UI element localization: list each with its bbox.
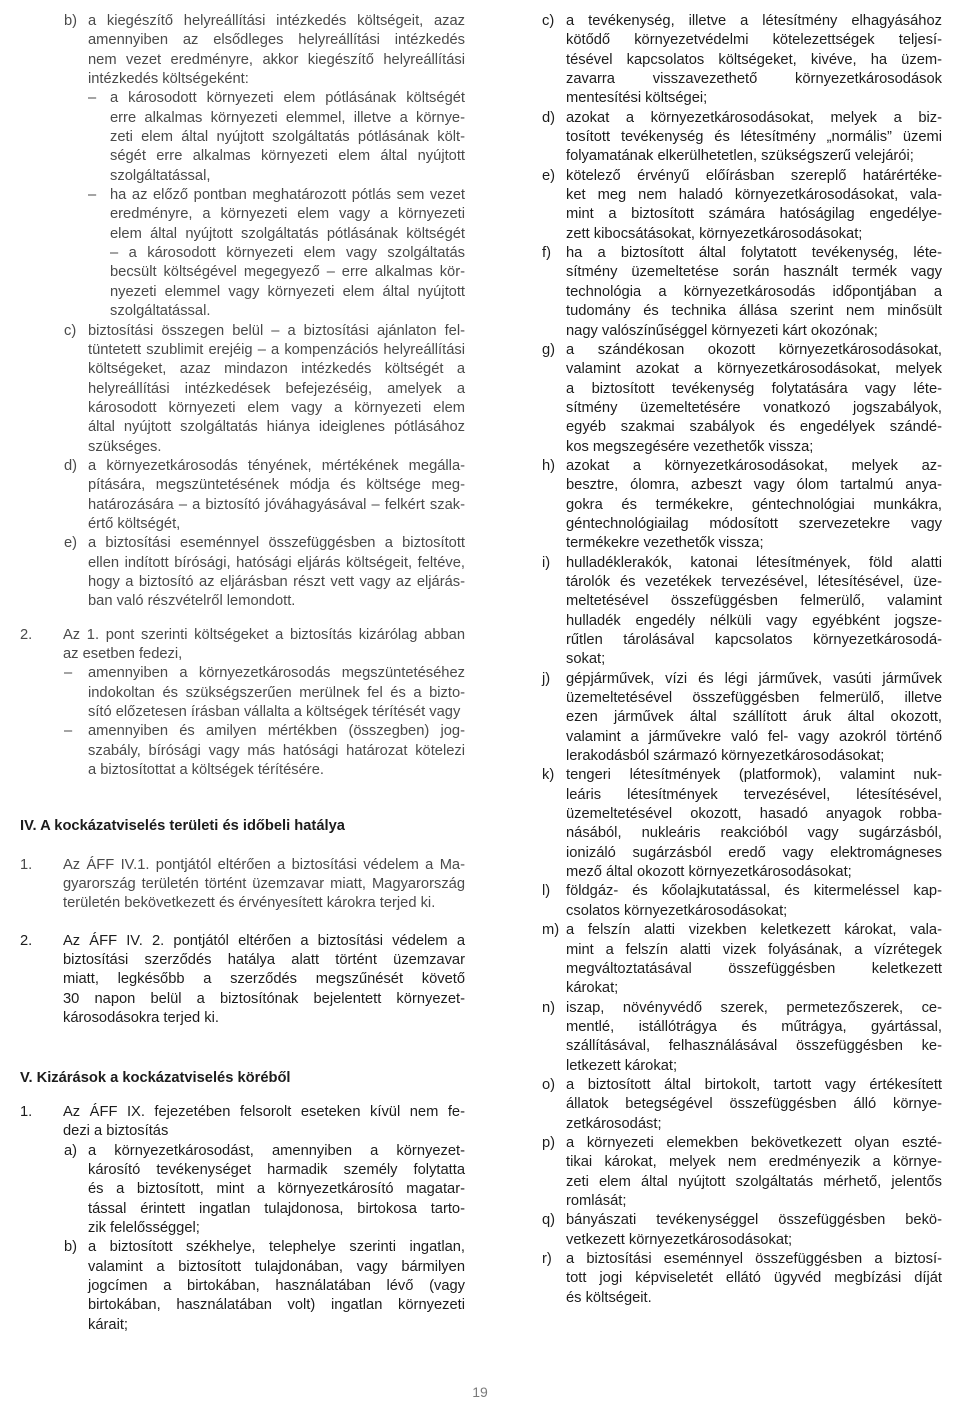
text-line: hulladék engedély nélküli vagy egyébként jogsze-	[566, 612, 942, 629]
text-line: gokra és termékekre, géntechnológiai munkákra,	[566, 496, 942, 513]
text-line: üzemeltetésével összefüggésben felmerülő, illetve	[566, 690, 942, 707]
right-column	[498, 12, 942, 1308]
list-item	[541, 882, 942, 921]
text-line: károkat;	[566, 980, 619, 997]
item-label: p)	[542, 1134, 556, 1151]
text-line: egyéb szakmai szabályok és engedélyek szándé-	[566, 419, 942, 436]
text-line: ionizáló sugárzásból eredő vagy elektromágneses	[566, 844, 942, 861]
text-line: leáris létesítmények tervezésével, létesítésével,	[566, 786, 942, 803]
item-label: m)	[542, 922, 560, 939]
text-line: nyezeti elemmel vagy környezeti elem által nyújtott	[110, 283, 465, 300]
item-label: –	[88, 90, 97, 107]
text-line: biztosítási összegen belül – a biztosítási ajánlaton fel-	[88, 322, 465, 339]
text-line: amennyiben az elsődleges helyreállítási intézkedés	[88, 32, 465, 49]
item-label: a)	[64, 1142, 78, 1159]
list-item	[541, 341, 942, 457]
list-item	[20, 1103, 465, 1335]
text-line: tikai károkat, melyek nem eredményezik a környe-	[566, 1154, 942, 1171]
item-label: 2.	[20, 932, 33, 949]
item-label: 2.	[20, 626, 33, 643]
text-line: mentesítési költségei;	[566, 90, 708, 107]
text-line: ket meg nem haladó környezetkárosodásokat, vala-	[566, 187, 942, 204]
item-label: i)	[542, 554, 551, 571]
item-label: g)	[542, 341, 556, 358]
text-line: romlását;	[566, 1192, 627, 1209]
text-line: ségét erre alkalmas környezeti elem által nyújtott	[110, 148, 465, 165]
list-item	[541, 999, 942, 1076]
section-heading: V. Kizárások a kockázatviselés köréből	[20, 1069, 291, 1086]
text-line: zik felelősséggel;	[88, 1219, 200, 1236]
list-item	[541, 167, 942, 244]
text-line: kötelező érvényű előírásban szereplő határértéke-	[566, 167, 942, 184]
text-line: besztre, ólomra, azbeszt vagy ólom tartalmú anya-	[566, 477, 942, 494]
text-line: sító előzetesen írásban vállalta a költségek térítését vagy	[88, 704, 461, 721]
text-line: a tevékenység, illetve a létesítmény elhagyásához	[566, 13, 942, 29]
list-item	[541, 244, 942, 341]
text-line: a biztosított székhelye, telephelye szerinti ingatlan,	[88, 1239, 465, 1256]
text-line: gépjárművek, vízi és légi járművek, vasúti járművek	[566, 670, 942, 687]
text-line: géntechnológiailag módosított szervezetekre vagy	[566, 515, 942, 532]
item-label: –	[64, 723, 73, 740]
text-line: bányászati tevékenységgel összefüggésben bekö-	[566, 1212, 942, 1229]
list-item	[88, 89, 465, 186]
text-line: szabály, bírósági vagy más hatósági határozat kötelezi	[88, 742, 465, 759]
item-label: c)	[64, 322, 77, 339]
text-line: a biztosítási eseménnyel összefüggésben a biztosított	[88, 535, 465, 552]
text-line: jogcímen a birtokában, használatában lévő (vagy	[88, 1277, 465, 1294]
text-line: károsító tevékenységet harmadik személy folytatta	[88, 1161, 465, 1178]
item-label: b)	[64, 13, 78, 29]
left-column	[20, 12, 465, 1335]
text-line: – a károsodott környezeti elem vagy szolgáltatás	[110, 245, 465, 262]
text-line: amennyiben és amilyen mértékben (összegben) jog-	[88, 723, 465, 740]
text-line: nagy valószínűséggel környezeti kárt okozónak;	[566, 322, 878, 339]
text-line: a kiegészítő helyreállítási intézkedés költségeit, azaz	[88, 13, 465, 29]
item-label: j)	[542, 670, 551, 687]
text-line: szolgáltatással,	[110, 167, 211, 184]
list-item	[63, 722, 465, 780]
item-label: e)	[542, 167, 556, 184]
list-item	[63, 12, 465, 322]
text-line: a felszín alatti vizekben keletkezett károkat, vala-	[566, 922, 942, 939]
text-line: indokoltan és szükségszerűen merülnek fel és a bizto-	[88, 684, 465, 701]
text-line: csolatos környezetkárosodásokat;	[566, 902, 788, 919]
text-line: a biztosított tevékenység folytatására vagy léte-	[566, 380, 942, 397]
text-line: és költségeit.	[566, 1289, 652, 1306]
list-item	[541, 12, 942, 109]
text-line: azokat a környezetkárosodásokat, melyek a biz-	[566, 109, 942, 126]
item-label: d)	[64, 457, 78, 474]
text-line: mező által okozott környezetkárosodásokat;	[566, 864, 852, 881]
list-item	[88, 186, 465, 321]
text-line: hulladéklerakók, katonai létesítmények, föld alatti	[566, 554, 942, 571]
text-line: meltetésével összefüggésben felmerülő, valamint	[566, 593, 942, 610]
text-line: becsült költségével megegyező – erre alkalmas kör-	[110, 264, 465, 281]
item-label: f)	[542, 245, 551, 262]
section-heading: IV. A kockázatviselés területi és időbeli hatálya	[20, 818, 345, 835]
list-item	[541, 554, 942, 670]
item-label: 1.	[20, 1103, 33, 1120]
item-label: 1.	[20, 856, 33, 873]
list-item	[20, 626, 465, 781]
text-line: ha a biztosított által folytatott tevékenység, léte-	[566, 245, 942, 262]
item-label: c)	[542, 13, 555, 29]
text-line: tárolók és vezetékek tervezésével, létesítésével, üze-	[566, 573, 942, 590]
text-line: és a biztosított, mint a környezetkárosító magatar-	[88, 1181, 465, 1198]
text-line: mint a biztosított számára hatóságilag engedélye-	[566, 206, 942, 223]
text-line: sítmény üzemeltetése során használt termék vagy	[566, 264, 942, 281]
text-line: ha az előző pontban meghatározott pótlás sem vezet	[110, 187, 465, 204]
text-line: amennyiben a környezetkárosodás megszüntetéséhez	[88, 665, 465, 682]
item-label: n)	[542, 999, 556, 1016]
text-line: ban való részvételről lemondott.	[88, 593, 296, 610]
list-item	[63, 457, 465, 534]
text-line: károsodásokra terjed ki.	[63, 1010, 219, 1027]
text-line: kárait;	[88, 1316, 128, 1333]
text-line: kötődő környezetvédelmi kötelezettségek teljesí-	[566, 32, 942, 49]
item-label: b)	[64, 1239, 78, 1256]
item-label: k)	[542, 767, 555, 784]
item-label: –	[64, 665, 73, 682]
list-item	[63, 1142, 465, 1239]
text-line: mentlé, istállótrágya és műtrágya, gyártással,	[566, 1018, 942, 1035]
text-line: értő költségét,	[88, 515, 181, 532]
list-item	[541, 1134, 942, 1211]
text-line: pítására, megszüntetésének módja és költsége meg-	[88, 477, 465, 494]
text-line: ellen indított bírósági, hatósági eljárás költségeit, feltéve,	[88, 554, 465, 571]
list-item	[63, 322, 465, 457]
list-item	[541, 670, 942, 767]
text-line: helyreállítási intézkedések befejezéséig, amelyek a	[88, 380, 465, 397]
text-line: Az 1. pont szerinti költségeket a biztosítás kizárólag abban	[63, 626, 465, 643]
text-line: állatok betegségével összefüggésben álló környe-	[566, 1096, 942, 1113]
text-line: nem vezet eredményre, akkor kiegészítő helyreállítási	[88, 51, 465, 68]
text-line: ezen járművek által szállított áruk által okozott,	[566, 709, 942, 726]
item-label: o)	[542, 1076, 556, 1093]
text-line: által nyújtott szolgáltatás hiánya ideiglenes pótlásához	[88, 419, 465, 436]
text-line: birtokában, használatában volt) ingatlan környezeti	[88, 1297, 465, 1314]
list-item	[541, 766, 942, 882]
list-item	[541, 1211, 942, 1250]
text-line: zeti elem által nyújtott szolgáltatás mérhető, jelentős	[566, 1173, 942, 1190]
text-line: intézkedés költségeként:	[88, 71, 249, 88]
list-item	[20, 856, 465, 914]
text-line: vetkezett környezetkárosodásokat;	[566, 1231, 793, 1248]
text-line: azokat a környezetkárosodásokat, melyek az-	[566, 457, 942, 474]
text-line: földgáz- és kőolajkutatással, és kitermeléssel kap-	[566, 883, 942, 900]
text-line: eredményre, a környezeti elem vagy a környezeti	[110, 206, 465, 223]
item-label: l)	[542, 883, 551, 900]
text-line: zavarra visszavezethető környezetkárosodások	[566, 71, 942, 88]
text-line: termékekre vezethetők vissza;	[566, 535, 764, 552]
text-line: a környezetkárosodás tényének, mértékének megálla-	[88, 457, 465, 474]
text-line: területén bekövetkezett és érvényesített károkra terjed ki.	[63, 895, 436, 912]
text-line: mint a felszín alatti vizek folyásának, a vízrétegek	[566, 941, 942, 958]
text-line: tosított tevékenység és létesítmény „normális” üzemi	[566, 129, 942, 146]
text-line: tengeri létesítmények (platformok), valamint nuk-	[566, 767, 942, 784]
list-item	[541, 109, 942, 167]
text-line: a környezetkárosodást, amennyiben a környezet-	[88, 1142, 465, 1159]
page-number: 19	[472, 1384, 488, 1400]
list-item	[541, 921, 942, 998]
text-line: tüntetett szublimit erejéig – a kompenzációs helyreállítási	[88, 341, 465, 358]
list-item	[63, 664, 465, 722]
text-line: elem által nyújtott szolgáltatás pótlásának költségét	[110, 225, 465, 242]
item-label: h)	[542, 457, 556, 474]
text-line: károsodott környezeti elem vagy a környezeti elem	[88, 399, 465, 416]
text-line: sítmény üzemeltetésére vonatkozó jogszabályok,	[566, 399, 942, 416]
text-line: hogy a biztosító az eljárásban részt vett vagy az eljárás-	[88, 573, 465, 590]
text-line: zetkárosodást;	[566, 1115, 662, 1132]
text-line: valamint a biztosított tulajdonában, vagy bármilyen	[88, 1258, 465, 1275]
text-line: dezi a biztosítás	[63, 1123, 169, 1140]
text-line: folyamatának elkerülhetetlen, szükségszerű velejárói;	[566, 148, 914, 165]
text-line: lerakodásból származó környezetkárosodásokat;	[566, 748, 885, 765]
text-line: tással érintett ingatlan tulajdonosa, birtokosa tarto-	[88, 1200, 465, 1217]
item-label: e)	[64, 535, 78, 552]
text-line: Az ÁFF IV.1. pontjától eltérően a biztosítási védelem a Ma-	[63, 856, 465, 873]
text-line: a környezeti elemekben bekövetkezett olyan eszté-	[566, 1134, 942, 1151]
text-line: Az ÁFF IV. 2. pontjától eltérően a biztosítási védelem a	[63, 932, 465, 949]
text-line: tésével kapcsolatos költségeket, kivéve, ha üzem-	[566, 51, 942, 68]
item-label: –	[88, 187, 97, 204]
text-line: szolgáltatással.	[110, 303, 211, 320]
list-continuation	[498, 12, 942, 1308]
item-label: d)	[542, 109, 556, 126]
item-label: q)	[542, 1212, 556, 1229]
text-line: szükséges.	[88, 438, 162, 455]
text-line: valamint azokat a környezetkárosodásokat, melyek	[566, 361, 942, 378]
list-item	[541, 1250, 942, 1308]
item-label: r)	[542, 1251, 552, 1267]
text-line: a biztosítási eseménnyel összefüggésben a biztosí-	[566, 1251, 942, 1267]
text-line: szállításával, felhasználásával összefüggésben ke-	[566, 1038, 942, 1055]
list-item	[63, 1238, 465, 1335]
text-line: biztosítási szerződés hatálya alatt történt üzemzavar	[63, 952, 465, 969]
text-line: rűtlen tárolásával kapcsolatos környezetkárosodá-	[566, 632, 942, 648]
text-line: a szándékosan okozott környezetkárosodásokat,	[566, 341, 942, 358]
text-line: miatt, legkésőbb a szerződés megszűnését követő	[63, 971, 465, 988]
text-line: zeti elem által nyújtott szolgáltatás pótlásának költ-	[110, 129, 465, 146]
text-line: tott jogi képviseletét ellátó ügyvéd megbízási díját	[566, 1270, 942, 1287]
text-line: a biztosított által birtokolt, tartott vagy értékesített	[566, 1076, 942, 1093]
text-line: gyarország területén történt üzemzavar miatt, Magyarország	[63, 876, 465, 893]
text-line: 30 napon belül a biztosítónak bejelentett környezet-	[63, 990, 465, 1007]
list-item	[20, 932, 465, 1029]
text-line: kos megszegésére vezethetők vissza;	[566, 438, 814, 455]
text-line: az esetben fedezi,	[63, 646, 183, 662]
text-line: letkezett károkat;	[566, 1057, 678, 1074]
text-line: Az ÁFF IX. fejezetében felsorolt eseteken kívül nem fe-	[63, 1103, 465, 1120]
text-line: a biztosítottat a költségek térítésére.	[88, 762, 324, 779]
text-line: erre alkalmas környezeti elemmel, illetve a környe-	[110, 109, 465, 126]
text-line: a károsodott környezeti elem pótlásának költségét	[110, 90, 465, 107]
text-line: határozására – a biztosító jóváhagyásával – felkért szak-	[88, 496, 465, 513]
list-continuation	[20, 12, 465, 612]
text-line: tudomány és technika állása szerint nem minősült	[566, 303, 942, 320]
text-line: valamint a járművekre való fel- vagy azokról történő	[566, 728, 942, 745]
text-line: technológia a környezetkárosodás időpontjában a	[566, 283, 942, 300]
text-line: násából, nukleáris reakcióból vagy sugárzásból,	[566, 825, 942, 842]
text-line: üzemeltetésével okozott, hasadó anyagok robba-	[566, 806, 942, 823]
text-line: költségeket, azaz mindazon intézkedés költségét a	[88, 361, 465, 378]
text-line: megváltoztatásával összefüggésben keletkezett	[566, 960, 942, 977]
list-item	[541, 1076, 942, 1134]
text-line: zett kibocsátásokat, környezetkárosodásokat;	[566, 225, 863, 242]
list-item	[63, 534, 465, 611]
text-line: iszap, növényvédő szerek, permetezőszerek, ce-	[566, 999, 942, 1016]
text-line: sokat;	[566, 651, 606, 668]
list-item	[541, 457, 942, 554]
